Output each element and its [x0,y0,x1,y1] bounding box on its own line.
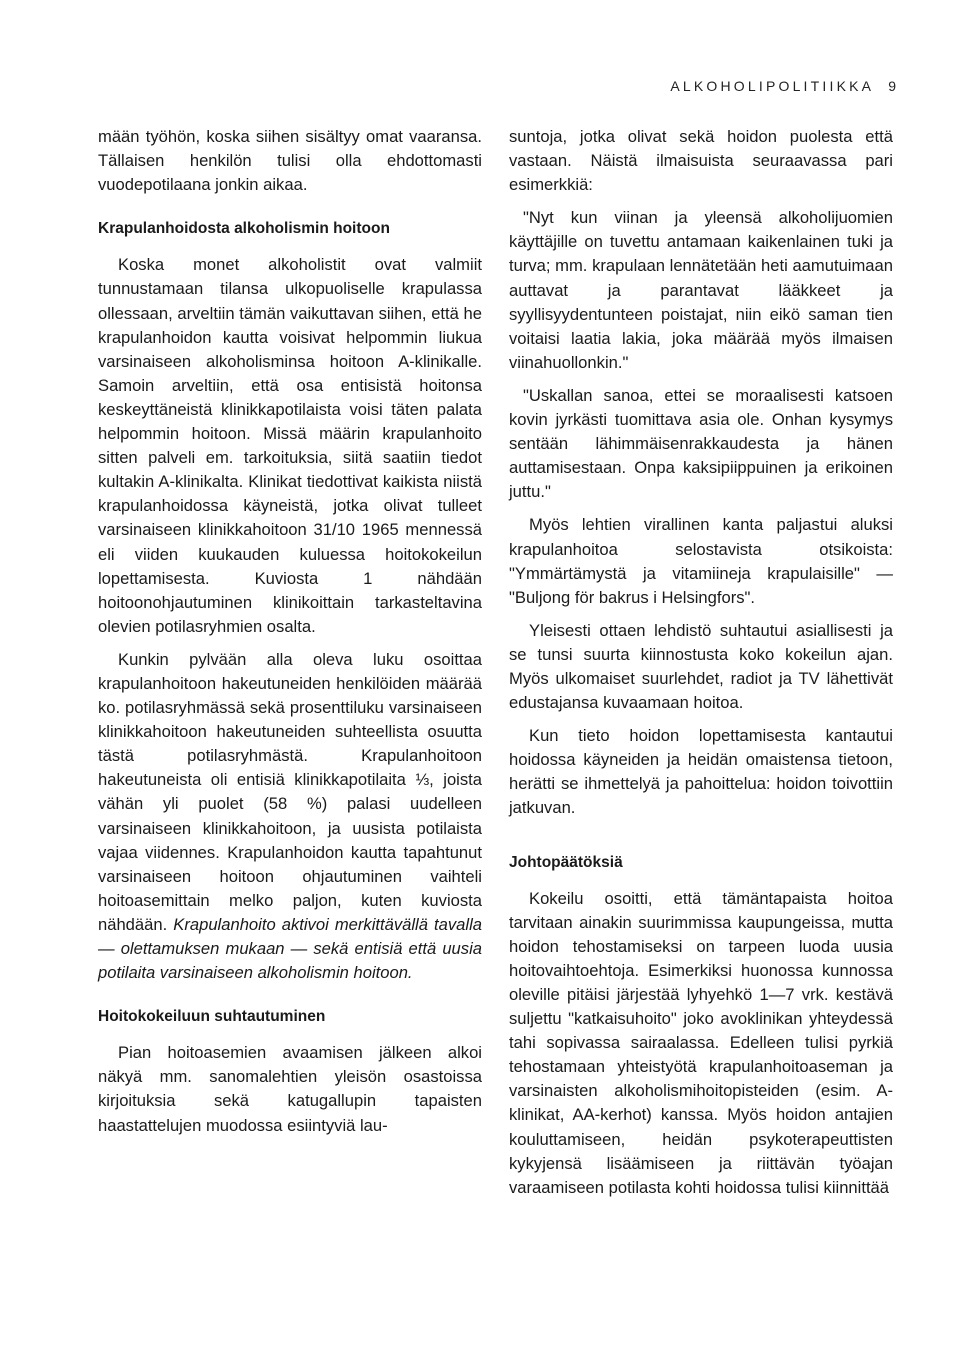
intro-paragraph: mään työhön, koska siihen sisältyy omat vaaransa. Tällaisen henkilön tulisi olla ehdottomasti vuodepotilaana jonkin aikaa. [98,127,482,195]
continued-paragraph: suntoja, jotka olivat sekä hoidon puolesta että vastaan. Näistä ilmaisuista seuraavassa pari esimerkkiä: [509,127,893,195]
body-paragraph: Koska monet alkoholistit ovat valmiit tunnustamaan tilansa ulkopuoliselle krapulassa ollessaan, arveltiin tämän vaikuttavan siihen, että he krapulanhoidon kautta voisivat helpommin liukua varsinaiseen alkoholisminsa hoitoon A-klinikalle. Samoin arveltiin, että osa entisistä hoitonsa keskeyttäneistä klinikkapotilaista voisi täten palata helpommin hoitoon. Missä määrin krapulanhoito sitten palveli em. tarkoituksia, siitä saatiin tiedot kultakin A-klinikalta. Klinikat tiedottivat kaikista niistä krapulanhoidossa käyneistä, jotka olivat tulleet varsinaiseen klinikkahoitoon 31/10 1965 mennessä eli viiden kuukauden kuluessa hoitokokeilun lopettamisesta. Kuviosta 1 nähdään hoitoonohjautuminen klinikoittain tarkasteltavina olevien potilasryhmien osalta. [98,255,482,636]
body-paragraph-with-emphasis [98,648,482,985]
section-heading-johtopaatoksia: Johtopäätöksiä [509,853,623,871]
body-paragraph: Kokeilu osoitti, että tämäntapaista hoitoa tarvitaan ainakin suurimmissa kaupungeissa, mutta hoidon tehostamiseksi on tarpeen luoda uusia hoitovaihtoehtoja. Esimerkiksi huonossa kunnossa oleville pitäisi järjestää lyhyehkö 1—7 vrk. kestävä suljettu "katkaisuhoito" joko avoklinikan yhteydessä tahi sopivassa sairaalassa. Edelleen tulisi pyrkiä tehostamaan yhteistyötä krapulanhoitoaseman ja varsinaisten alkoholismihoitopisteiden (esim. A-klinikat, AA-kerhot) kanssa. Myös hoidon antajien kouluttamiseen, heidän psykoterapeuttisten kykyjensä lisäämiseen ja riittävän työajan varaamiseen potilasta kohti hoidossa tulisi kiinnittää [509,888,893,1197]
quote-paragraph: "Uskallan sanoa, ettei se moraalisesti katsoen kovin jyrkästi tuomittava asia ole. Onhan kysymys sentään lähimmäisenrakkaudesta ja hänen auttamisestaan. Onpa kaksipiippuinen ja erikoinen juttu." [509,385,893,502]
section-title: ALKOHOLIPOLITIIKKA [670,78,875,94]
emphasized-conclusion: Krapulanhoito aktivoi merkittävällä tavalla — olettamuksen mukaan — sekä entisiä että uusia potilaita varsinaiseen alkoholismin hoitoon. [98,914,482,983]
body-paragraph: Myös lehtien virallinen kanta paljastui aluksi krapulanhoitoa selostavista otsikoista: "Ymmärtämystä ja vitamiineja krapulaisille" — "Buljong för bakrus i Helsingfors". [509,515,893,607]
body-paragraph: Yleisesti ottaen lehdistö suhtautui asiallisesti ja se tunsi suurta kiinnostusta koko kokeilun ajan. Myös ulkomaiset suurlehdet, radiot ja TV lähettivät edustajansa kuvaamaan hoitoa. [509,620,893,713]
section-heading-hoitokokeiluun: Hoitokokeiluun suhtautuminen [98,1008,326,1026]
body-paragraph: Pian hoitoasemien avaamisen jälkeen alkoi näkyä mm. sanomalehtien yleisön osastoissa kirjoituksia sekä katugallupin tapaisten haastattelujen muodossa esiintyviä lau- [98,1043,482,1135]
section-heading-krapulanhoidosta: Krapulanhoidosta alkoholismin hoitoon [98,220,390,238]
page-number: 9 [888,78,896,94]
right-column [509,125,893,1209]
left-column [98,125,482,1147]
body-text: Kunkin pylvään alla oleva luku osoittaa krapulanhoitoon hakeutuneiden henkilöiden määrää ko. potilasryhmässä sekä prosenttiluku varsinaiseen klinikkahoitoon hakeutuneiden suhteellista osuutta tästä potilasryhmästä. Krapulanhoitoon hakeutuneista oli entisiä klinikkapotilaita ⅓, joista vähän yli puolet (58 %) palasi uudelleen varsinaiseen klinikkahoitoon, ja uusista potilaista vajaa viidennes. Krapulanhoidon kautta tapahtunut varsinaiseen hoitoon ohjautuminen vaihteli hoitoasemittain melko paljon, kuten kuviosta nähdään. [98,649,482,934]
body-paragraph: Kun tieto hoidon lopettamisesta kantautui hoidossa käyneiden ja heidän omaistensa tietoon, herätti se ihmettelyä ja pahoittelua: hoidon toivottiin jatkuvan. [509,726,893,818]
quote-paragraph: "Nyt kun viinan ja yleensä alkoholijuomien käyttäjille on tuvettu antamaan kaikenlainen tuki ja turva; mm. krapulaan lennätetään heti aamutuimaan auttavat ja parantavat lääkkeet ja syyllisyydentunteen poistajat, niin eikö saman tien voitaisi laatia lakia, joka määrää myös ilmaisen viinahuollonkin." [509,208,893,372]
running-header [670,78,896,94]
